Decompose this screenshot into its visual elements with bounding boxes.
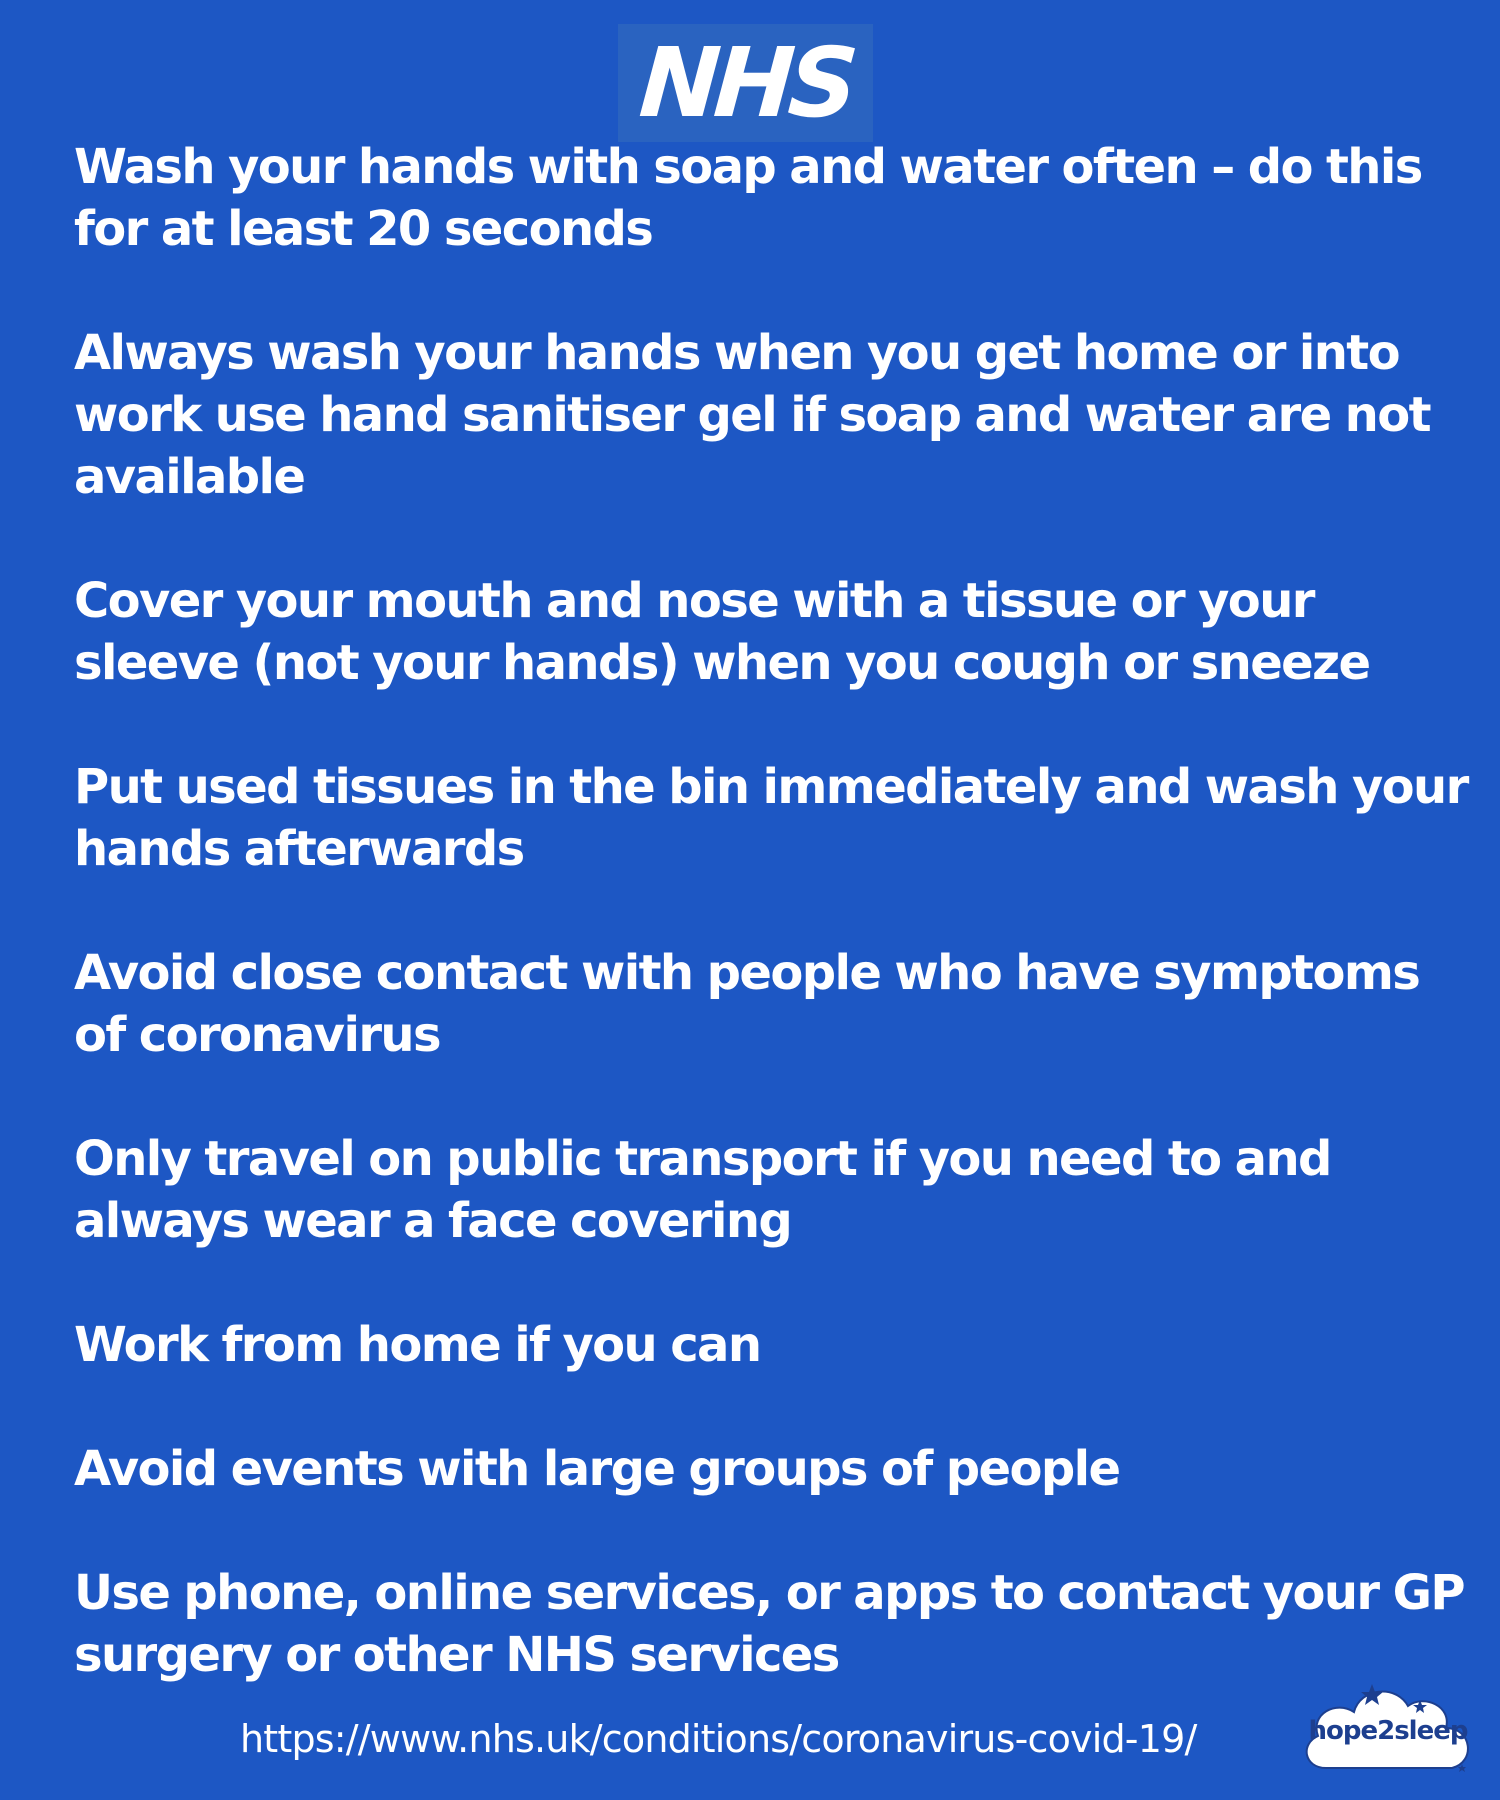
tips-list: [74, 136, 1474, 1748]
tip-item: Use phone, online services, or apps to contact your GP surgery or other NHS services: [74, 1565, 1464, 1683]
tip-item: Only travel on public transport if you need to and always wear a face covering: [74, 1131, 1331, 1249]
source-url[interactable]: https://www.nhs.uk/conditions/coronavirus-covid-19/: [240, 1717, 1197, 1761]
nhs-logo: [618, 24, 873, 142]
tip-item: Avoid events with large groups of people: [74, 1441, 1120, 1497]
nhs-logo-text: NHS: [635, 27, 856, 139]
tip-item: Wash your hands with soap and water often – do this for at least 20 seconds: [74, 139, 1422, 257]
tip-item: Cover your mouth and nose with a tissue or your sleeve (not your hands) when you cough or sneeze: [74, 573, 1370, 691]
tip-item: Avoid close contact with people who have symptoms of coronavirus: [74, 945, 1420, 1063]
tip-item: Always wash your hands when you get home or into work use hand sanitiser gel if soap and water are not available: [74, 325, 1430, 505]
hope2sleep-logo-text: hope2sleep: [1308, 1716, 1468, 1746]
tip-item: Work from home if you can: [74, 1317, 761, 1373]
tip-item: Put used tissues in the bin immediately and wash your hands afterwards: [74, 759, 1468, 877]
